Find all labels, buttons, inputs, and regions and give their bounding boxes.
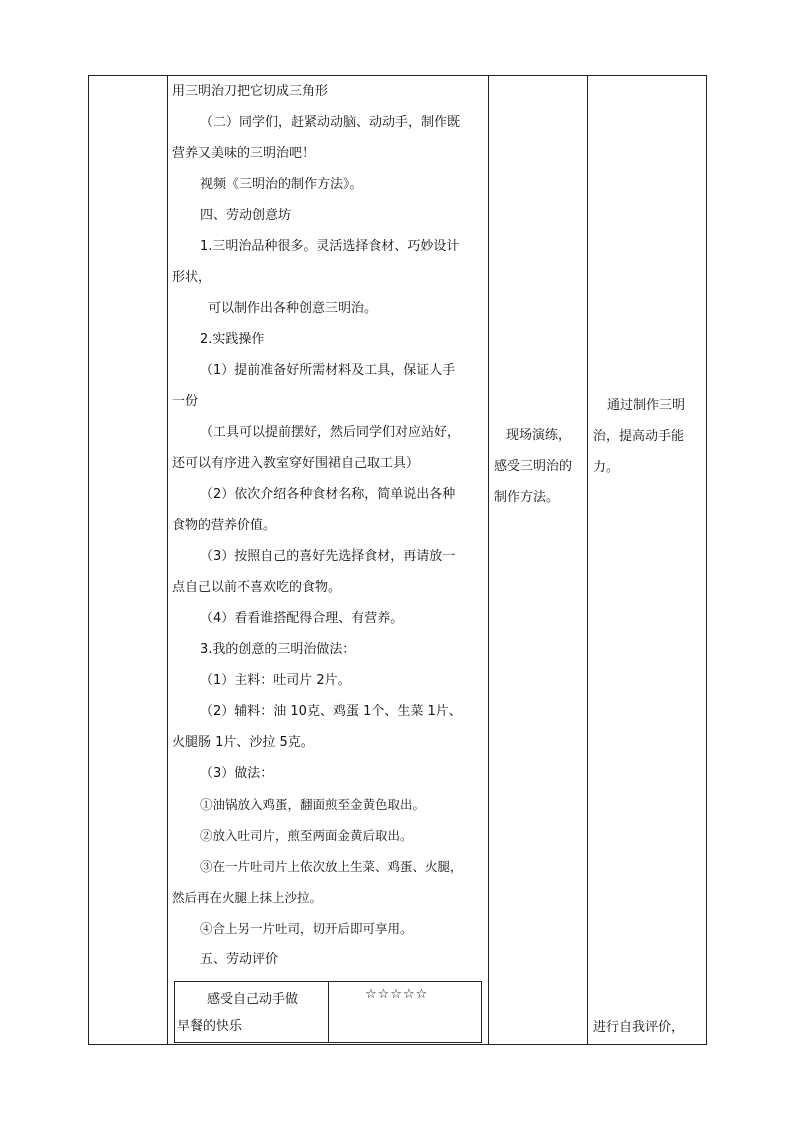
evaluation-label	[175, 986, 325, 1040]
intent-bottom-line: 进行自我评价，	[593, 1020, 685, 1035]
intent-line: 力。	[593, 460, 620, 475]
step-line: （2）辅料：油 10克、鸡蛋 1个、生菜 1片、	[200, 704, 462, 719]
step-line: 火腿肠 1片、沙拉 5克。	[172, 735, 314, 750]
step-line: ①油锅放入鸡蛋，翻面煎至金黄色取出。	[200, 797, 426, 812]
step-line: 点自己以前不喜欢吃的食物。	[172, 580, 342, 595]
step-line: 食物的营养价值。	[172, 518, 277, 533]
step-line: 用三明治刀把它切成三角形	[172, 84, 329, 99]
table-left-border	[88, 75, 89, 1045]
step-line: ④合上另一片吐司，切开后即可享用。	[200, 921, 413, 936]
step-line: （1）提前准备好所需材料及工具，保证人手	[200, 363, 456, 378]
evaluation-divider	[328, 982, 329, 1042]
column-divider-3	[587, 75, 588, 1045]
step-line: （1）主料：吐司片 2片。	[200, 673, 351, 688]
evaluation-label-line: 感受自己动手做	[207, 992, 299, 1007]
intent-line: 治，提高动手能	[593, 429, 685, 444]
step-line: 2.实践操作	[200, 332, 265, 347]
step-line: （2）依次介绍各种食材名称，简单说出各种	[200, 487, 456, 502]
section-heading: 五、劳动评价	[200, 952, 279, 967]
design-intent-cell	[593, 390, 705, 1035]
column-divider-2	[488, 75, 489, 1045]
step-line: ③在一片吐司片上依次放上生菜、鸡蛋、火腿，	[200, 859, 463, 874]
step-line: 3.我的创意的三明治做法：	[200, 642, 356, 657]
step-line: 还可以有序进入教室穿好围裙自己取工具）	[172, 456, 420, 471]
table-right-border	[706, 75, 707, 1045]
step-line: 可以制作出各种创意三明治。	[208, 301, 378, 316]
step-line: （3）按照自己的喜好先选择食材，再请放一	[200, 549, 456, 564]
lesson-steps-cell	[172, 76, 486, 975]
step-line: 1.三明治品种很多。灵活选择食材、巧妙设计	[200, 239, 460, 254]
section-heading: 四、劳动创意坊	[200, 208, 292, 223]
intent-line: 通过制作三明	[607, 398, 686, 413]
student-activity-cell	[494, 420, 586, 513]
table-bottom-border	[88, 1044, 707, 1045]
step-line: （二）同学们，赶紧动动脑、动动手，制作既	[200, 115, 461, 130]
activity-line: 现场演练，	[506, 428, 572, 443]
step-line: 然后再在火腿上抹上沙拉。	[172, 890, 323, 905]
star-rating[interactable]: ☆☆☆☆☆	[365, 987, 429, 1002]
evaluation-label-line: 早餐的快乐	[177, 1019, 243, 1034]
activity-line: 制作方法。	[494, 490, 560, 505]
step-line: 视频《三明治的制作方法》。	[200, 177, 363, 192]
step-line: 一份	[172, 394, 199, 409]
step-line: 营养又美味的三明治吧！	[172, 146, 316, 161]
step-line: （4）看看谁搭配得合理、有营养。	[200, 611, 404, 626]
step-line: （工具可以提前摆好，然后同学们对应站好，	[200, 425, 461, 440]
activity-line: 感受三明治的	[494, 459, 573, 474]
step-line: 形状，	[172, 270, 212, 285]
step-line: ②放入吐司片，煎至两面金黄后取出。	[200, 828, 413, 843]
column-divider-1	[167, 75, 168, 1045]
step-line: （3）做法：	[200, 766, 274, 781]
evaluation-table	[174, 981, 482, 1043]
